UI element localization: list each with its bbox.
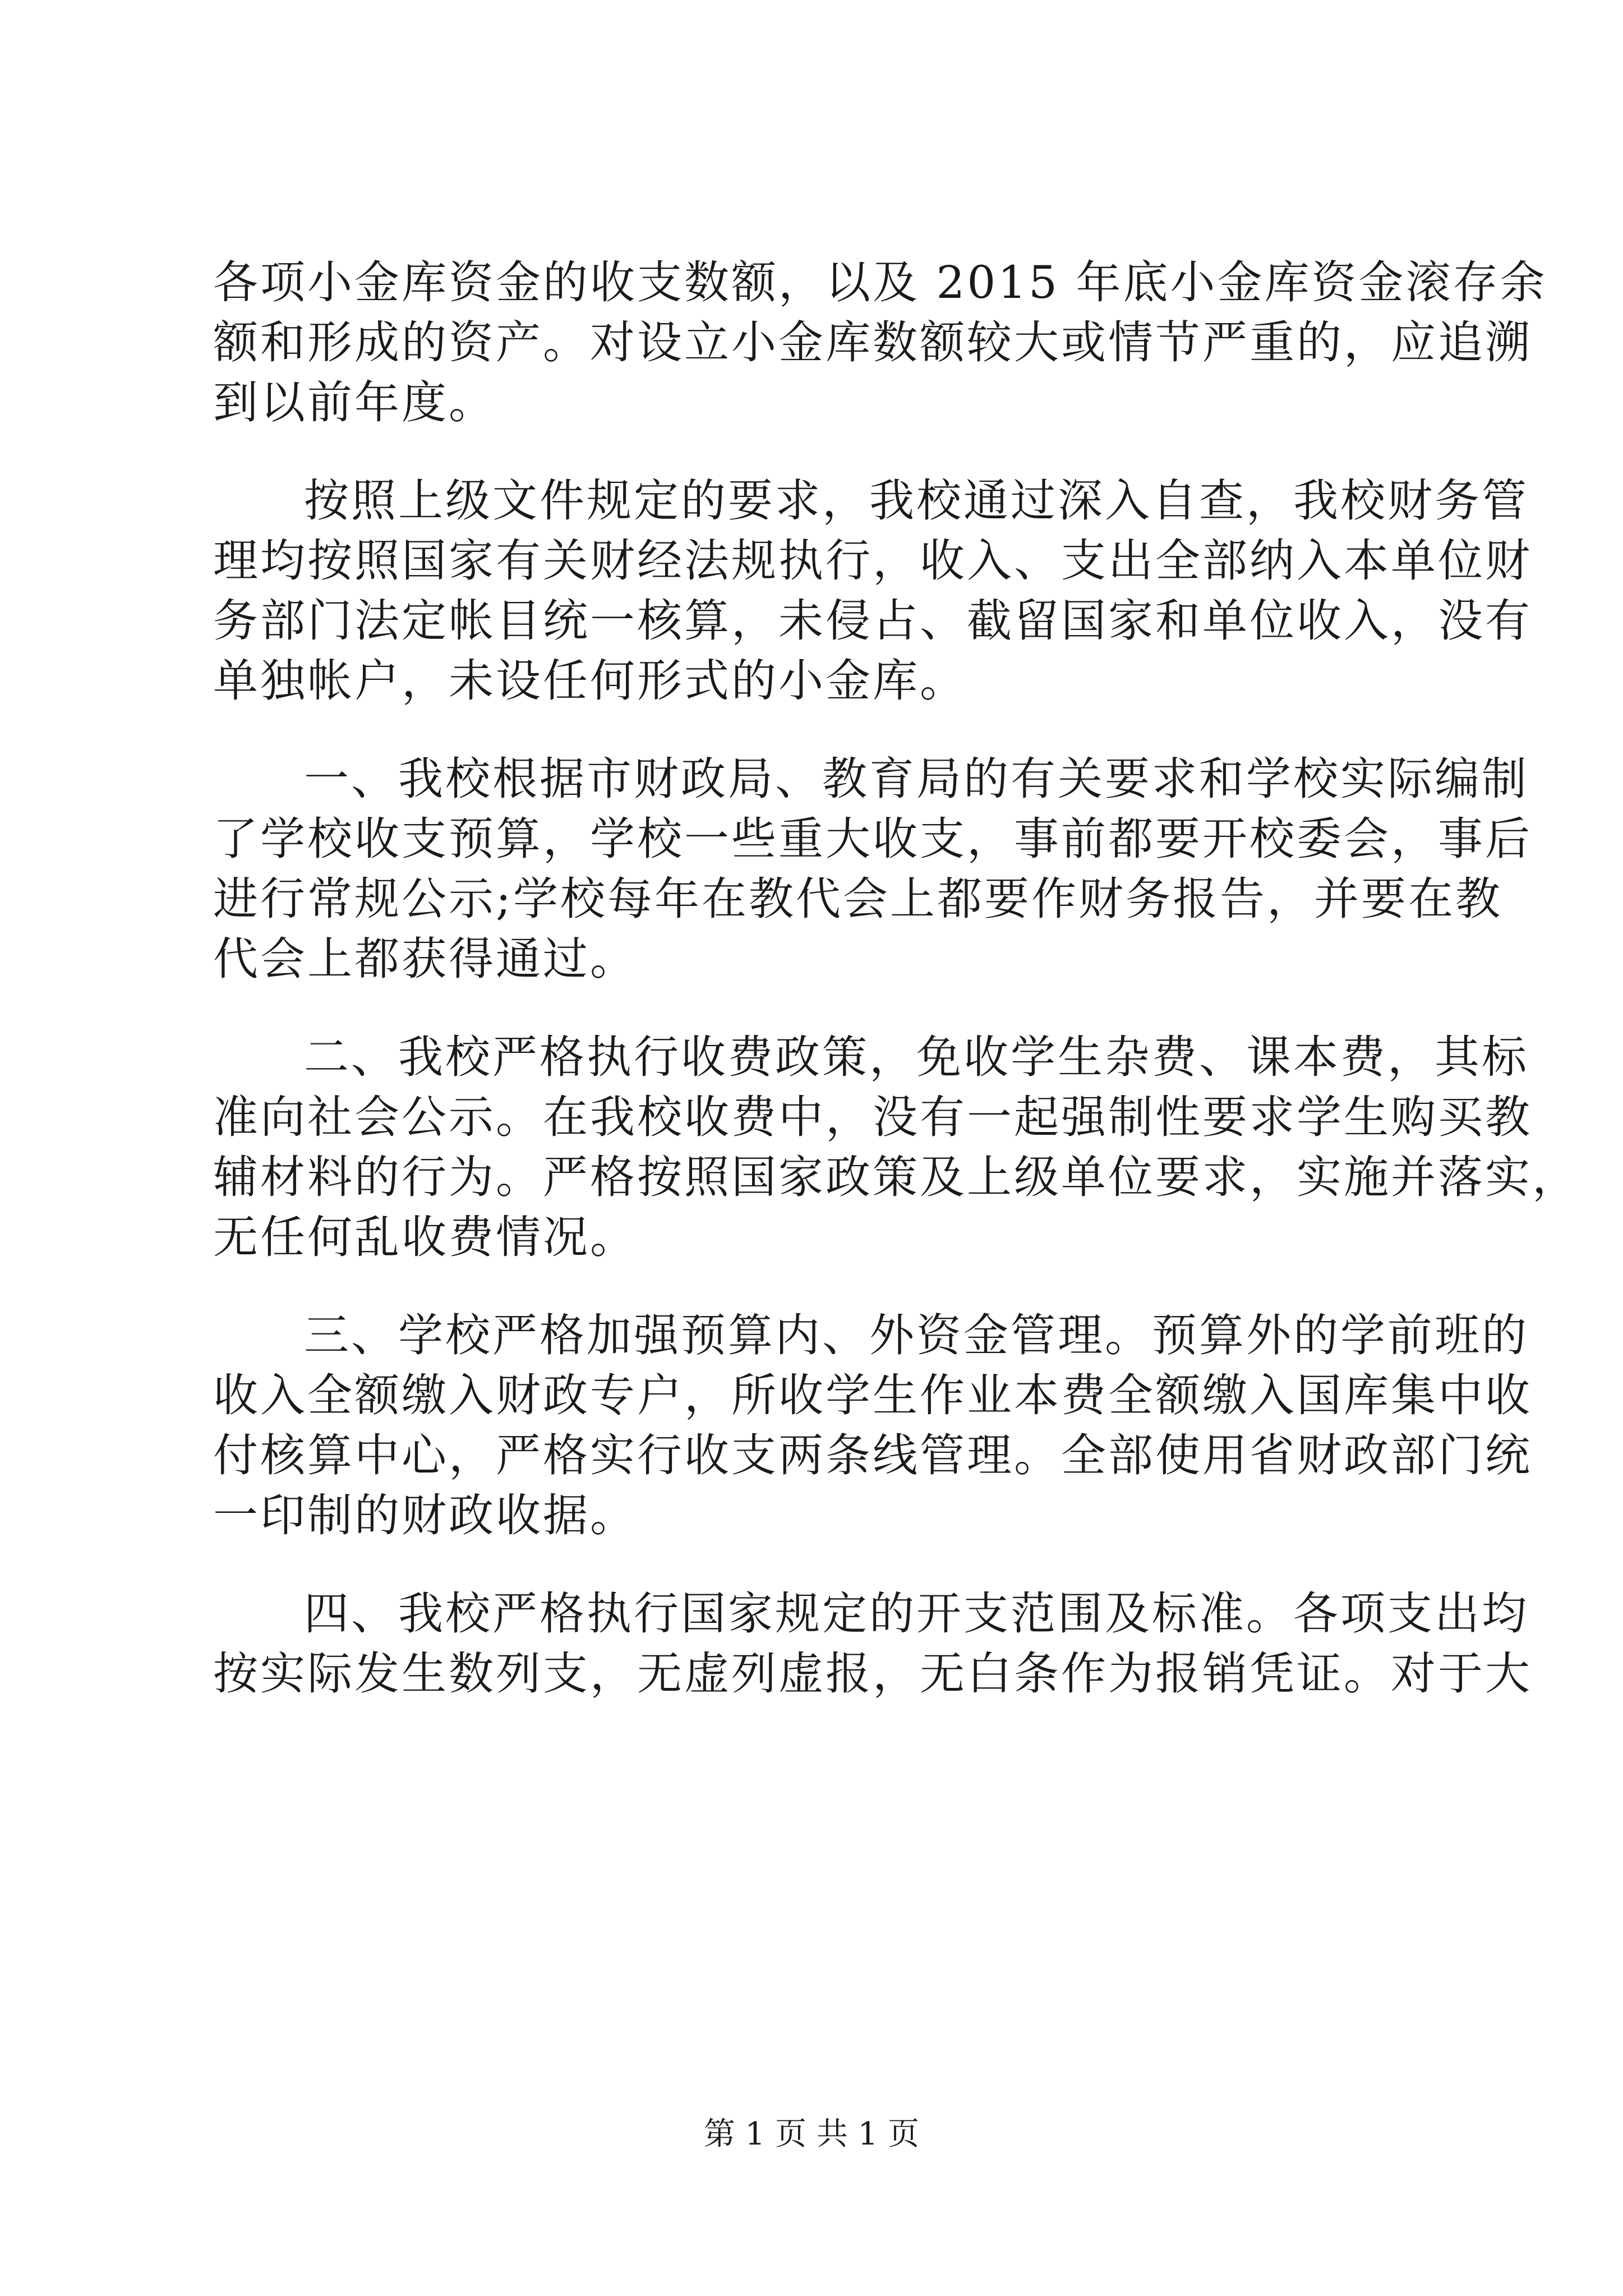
- text-line: 按照上级文件规定的要求，我校通过深入自查，我校财务管: [304, 475, 1529, 527]
- text-line: 三、学校严格加强预算内、外资金管理。预算外的学前班的: [304, 1309, 1529, 1361]
- text-line: 代会上都获得通过。: [213, 933, 637, 985]
- text-line: 各项小金库资金的收支数额，以及 2015 年底小金库资金滚存余: [213, 256, 1547, 309]
- text-line: 付核算中心，严格实行收支两条线管理。全部使用省财政部门统: [213, 1429, 1532, 1481]
- text-line: 到以前年度。: [213, 376, 496, 429]
- text-line: 收入全额缴入财政专户，所收学生作业本费全额缴入国库集中收: [213, 1369, 1532, 1421]
- text-line: 一、我校根据市财政局、教育局的有关要求和学校实际编制: [304, 753, 1529, 805]
- text-line: 务部门法定帐目统一核算，未侵占、截留国家和单位收入，没有: [213, 595, 1532, 647]
- text-line: 辅材料的行为。严格按照国家政策及上级单位要求，实施并落实，: [213, 1151, 1579, 1203]
- text-line: 进行常规公示;学校每年在教代会上都要作财务报告，并要在教: [213, 873, 1502, 925]
- text-line: 二、我校严格执行收费政策，免收学生杂费、课本费，其标: [304, 1031, 1529, 1083]
- text-line: 按实际发生数列支，无虚列虚报，无白条作为报销凭证。对于大: [213, 1648, 1532, 1700]
- text-line: 单独帐户，未设任何形式的小金库。: [213, 655, 967, 707]
- page-number-footer: 第 1 页 共 1 页: [703, 2116, 920, 2152]
- text-line: 额和形成的资产。对设立小金库数额较大或情节严重的，应追溯: [213, 316, 1532, 369]
- text-line: 一印制的财政收据。: [213, 1489, 637, 1542]
- text-line: 理均按照国家有关财经法规执行，收入、支出全部纳入本单位财: [213, 535, 1532, 587]
- body-text: [213, 252, 1579, 1704]
- text-line: 了学校收支预算，学校一些重大收支，事前都要开校委会，事后: [213, 813, 1532, 865]
- text-line: 无任何乱收费情况。: [213, 1211, 637, 1263]
- text-line: 四、我校严格执行国家规定的开支范围及标准。各项支出均: [304, 1588, 1529, 1640]
- text-line: 准向社会公示。在我校收费中，没有一起强制性要求学生购买教: [213, 1091, 1532, 1143]
